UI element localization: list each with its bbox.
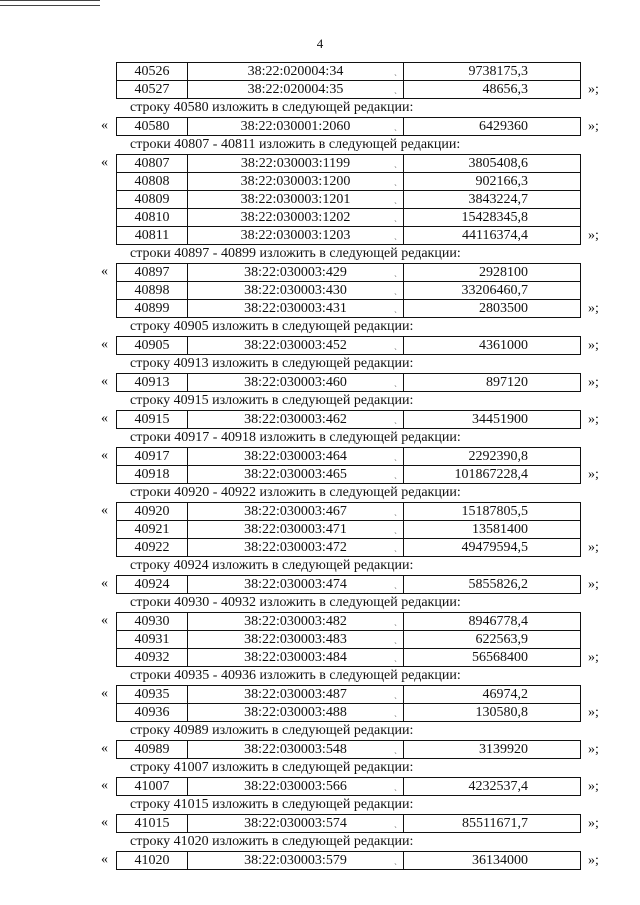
- amendment-table: [116, 62, 581, 99]
- close-quote: »;: [588, 82, 599, 97]
- row-number-cell: 40898: [117, 282, 188, 300]
- open-quote: «: [101, 337, 108, 352]
- scan-mark-icon: ˎ: [394, 652, 397, 662]
- cadastral-number: 38:22:030003:574: [244, 816, 347, 831]
- open-quote: «: [101, 503, 108, 518]
- table-row: [117, 264, 581, 282]
- close-quote: »;: [588, 540, 599, 555]
- scan-mark-icon: ˎ: [394, 542, 397, 552]
- amendment-table-block: [0, 814, 640, 833]
- cadastral-number-cell: [188, 741, 404, 759]
- row-number-cell: 40931: [117, 631, 188, 649]
- row-number-cell: 40917: [117, 448, 188, 466]
- cadastral-number: 38:22:030003:548: [244, 742, 347, 757]
- table-row: [117, 191, 581, 209]
- table-row: [117, 282, 581, 300]
- cadastral-number-cell: [188, 466, 404, 484]
- cadastral-number-cell: [188, 576, 404, 594]
- cadastral-number: 38:22:030003:474: [244, 577, 347, 592]
- table-row: [117, 778, 581, 796]
- row-number-cell: 40809: [117, 191, 188, 209]
- row-number-cell: 40932: [117, 649, 188, 667]
- table-row: [117, 631, 581, 649]
- cadastral-number: 38:22:030003:452: [244, 338, 347, 353]
- cadastral-value-cell: 101867228,4: [404, 466, 581, 484]
- row-number-cell: 41020: [117, 852, 188, 870]
- amendment-table: [116, 612, 581, 667]
- cadastral-value-cell: 44116374,4: [404, 227, 581, 245]
- amendment-table: [116, 740, 581, 759]
- cadastral-value-cell: 56568400: [404, 649, 581, 667]
- cadastral-value-cell: 5855826,2: [404, 576, 581, 594]
- close-quote: »;: [588, 338, 599, 353]
- cadastral-number: 38:22:030003:487: [244, 687, 347, 702]
- cadastral-value-cell: 49479594,5: [404, 539, 581, 557]
- table-row: [117, 741, 581, 759]
- row-number-cell: 40921: [117, 521, 188, 539]
- amendment-table-block: [0, 154, 640, 245]
- scan-mark-icon: ˎ: [394, 121, 397, 131]
- amendment-table-block: [0, 612, 640, 667]
- amendment-instruction: строку 40905 изложить в следующей редакции:: [130, 319, 414, 334]
- cadastral-number-cell: [188, 173, 404, 191]
- open-quote: «: [101, 741, 108, 756]
- cadastral-value-cell: 8946778,4: [404, 613, 581, 631]
- table-row: [117, 173, 581, 191]
- table-row: [117, 300, 581, 318]
- open-quote: «: [101, 118, 108, 133]
- scan-mark-icon: ˎ: [394, 506, 397, 516]
- amendment-table-block: [0, 740, 640, 759]
- cadastral-value-cell: 4361000: [404, 337, 581, 355]
- cadastral-value-cell: 13581400: [404, 521, 581, 539]
- scan-mark-icon: ˎ: [394, 303, 397, 313]
- cadastral-value-cell: 130580,8: [404, 704, 581, 722]
- amendment-instruction: строку 41020 изложить в следующей редакции:: [130, 834, 414, 849]
- amendment-instruction: строку 40915 изложить в следующей редакции:: [130, 393, 414, 408]
- cadastral-number-cell: [188, 649, 404, 667]
- open-quote: «: [101, 852, 108, 867]
- amendment-table: [116, 410, 581, 429]
- close-quote: »;: [588, 228, 599, 243]
- cadastral-value-cell: 3843224,7: [404, 191, 581, 209]
- cadastral-number-cell: [188, 704, 404, 722]
- cadastral-number-cell: [188, 631, 404, 649]
- amendment-instruction: строки 40935 - 40936 изложить в следующей редакции:: [130, 668, 461, 683]
- cadastral-number-cell: [188, 815, 404, 833]
- scan-mark-icon: ˎ: [394, 84, 397, 94]
- amendment-table-block: [0, 575, 640, 594]
- amendment-table: [116, 117, 581, 136]
- row-number-cell: 40580: [117, 118, 188, 136]
- cadastral-number: 38:22:030003:472: [244, 540, 347, 555]
- cadastral-number-cell: [188, 63, 404, 81]
- cadastral-number: 38:22:030003:484: [244, 650, 347, 665]
- table-row: [117, 815, 581, 833]
- scan-mark-icon: ˎ: [394, 267, 397, 277]
- scan-mark-icon: ˎ: [394, 634, 397, 644]
- cadastral-number-cell: [188, 503, 404, 521]
- cadastral-number: 38:22:030003:467: [244, 504, 347, 519]
- amendment-table-block: [0, 502, 640, 557]
- scan-mark-icon: ˎ: [394, 689, 397, 699]
- cadastral-value-cell: 34451900: [404, 411, 581, 429]
- table-row: [117, 466, 581, 484]
- table-row: [117, 521, 581, 539]
- scan-mark-icon: ˎ: [394, 855, 397, 865]
- cadastral-number: 38:22:030003:488: [244, 705, 347, 720]
- table-row: [117, 649, 581, 667]
- amendment-instruction: строки 40897 - 40899 изложить в следующей редакции:: [130, 246, 461, 261]
- cadastral-number: 38:22:020004:34: [247, 64, 344, 79]
- cadastral-value-cell: 622563,9: [404, 631, 581, 649]
- cadastral-number-cell: [188, 613, 404, 631]
- cadastral-number-cell: [188, 81, 404, 99]
- cadastral-value-cell: 85511671,7: [404, 815, 581, 833]
- cadastral-value-cell: 3139920: [404, 741, 581, 759]
- open-quote: «: [101, 374, 108, 389]
- close-quote: »;: [588, 375, 599, 390]
- open-quote: «: [101, 613, 108, 628]
- cadastral-value-cell: 3805408,6: [404, 155, 581, 173]
- amendment-instruction: строку 40580 изложить в следующей редакции:: [130, 100, 414, 115]
- cadastral-number: 38:22:030003:482: [244, 614, 347, 629]
- scan-mark-icon: ˎ: [394, 158, 397, 168]
- page-number: 4: [316, 36, 324, 51]
- cadastral-number: 38:22:030003:462: [244, 412, 347, 427]
- cadastral-number: 38:22:030003:430: [244, 283, 347, 298]
- open-quote: «: [101, 815, 108, 830]
- cadastral-value-cell: 4232537,4: [404, 778, 581, 796]
- cadastral-number: 38:22:030003:471: [244, 522, 347, 537]
- table-row: [117, 576, 581, 594]
- cadastral-number-cell: [188, 209, 404, 227]
- cadastral-number: 38:22:030003:566: [244, 779, 347, 794]
- cadastral-value-cell: 46974,2: [404, 686, 581, 704]
- cadastral-number-cell: [188, 155, 404, 173]
- amendment-instruction: строки 40930 - 40932 изложить в следующей редакции:: [130, 595, 461, 610]
- amendment-table: [116, 814, 581, 833]
- scan-mark-icon: ˎ: [394, 451, 397, 461]
- amendment-instruction: строку 41007 изложить в следующей редакции:: [130, 760, 414, 775]
- amendment-table-block: [0, 777, 640, 796]
- row-number-cell: 40897: [117, 264, 188, 282]
- cadastral-value-cell: 15187805,5: [404, 503, 581, 521]
- table-row: [117, 852, 581, 870]
- cadastral-number: 38:22:030003:1202: [240, 210, 351, 225]
- cadastral-number: 38:22:030003:465: [244, 467, 347, 482]
- amendment-instruction: строки 40920 - 40922 изложить в следующей редакции:: [130, 485, 461, 500]
- scan-mark-icon: ˎ: [394, 212, 397, 222]
- table-row: [117, 337, 581, 355]
- amendment-instruction: строку 41015 изложить в следующей редакции:: [130, 797, 414, 812]
- amendment-table: [116, 575, 581, 594]
- row-number-cell: 41015: [117, 815, 188, 833]
- amendment-table-block: [0, 373, 640, 392]
- close-quote: »;: [588, 467, 599, 482]
- table-row: [117, 539, 581, 557]
- cadastral-number-cell: [188, 337, 404, 355]
- row-number-cell: 40808: [117, 173, 188, 191]
- cadastral-value-cell: 897120: [404, 374, 581, 392]
- open-quote: «: [101, 448, 108, 463]
- scan-mark-icon: ˎ: [394, 340, 397, 350]
- row-number-cell: 40922: [117, 539, 188, 557]
- row-number-cell: 40924: [117, 576, 188, 594]
- cadastral-number-cell: [188, 300, 404, 318]
- cadastral-number: 38:22:030003:1200: [240, 174, 351, 189]
- cadastral-number-cell: [188, 264, 404, 282]
- table-row: [117, 448, 581, 466]
- row-number-cell: 40989: [117, 741, 188, 759]
- scan-mark-icon: ˎ: [394, 66, 397, 76]
- amendment-instruction: строку 40913 изложить в следующей редакции:: [130, 356, 414, 371]
- amendment-table: [116, 502, 581, 557]
- row-number-cell: 40811: [117, 227, 188, 245]
- top-rule: [0, 0, 100, 6]
- cadastral-value-cell: 36134000: [404, 852, 581, 870]
- table-row: [117, 374, 581, 392]
- scan-mark-icon: ˎ: [394, 176, 397, 186]
- document-body: [0, 62, 640, 870]
- row-number-cell: 40915: [117, 411, 188, 429]
- scan-mark-icon: ˎ: [394, 285, 397, 295]
- table-row: [117, 411, 581, 429]
- cadastral-number-cell: [188, 282, 404, 300]
- cadastral-value-cell: 902166,3: [404, 173, 581, 191]
- row-number-cell: 40930: [117, 613, 188, 631]
- amendment-table: [116, 373, 581, 392]
- scan-mark-icon: ˎ: [394, 781, 397, 791]
- row-number-cell: 40920: [117, 503, 188, 521]
- scan-mark-icon: ˎ: [394, 194, 397, 204]
- close-quote: »;: [588, 577, 599, 592]
- cadastral-number-cell: [188, 539, 404, 557]
- open-quote: «: [101, 778, 108, 793]
- amendment-table: [116, 851, 581, 870]
- amendment-table: [116, 154, 581, 245]
- table-row: [117, 613, 581, 631]
- cadastral-number: 38:22:030001:2060: [240, 119, 351, 134]
- row-number-cell: 40899: [117, 300, 188, 318]
- amendment-table-block: [0, 117, 640, 136]
- scan-mark-icon: ˎ: [394, 744, 397, 754]
- cadastral-value-cell: 6429360: [404, 118, 581, 136]
- open-quote: «: [101, 264, 108, 279]
- cadastral-number: 38:22:030003:431: [244, 301, 347, 316]
- cadastral-number: 38:22:030003:483: [244, 632, 347, 647]
- row-number-cell: 40918: [117, 466, 188, 484]
- row-number-cell: 40935: [117, 686, 188, 704]
- cadastral-number: 38:22:030003:429: [244, 265, 347, 280]
- amendment-instruction: строки 40807 - 40811 изложить в следующей редакции:: [130, 137, 461, 152]
- close-quote: »;: [588, 301, 599, 316]
- amendment-table-block: [0, 62, 640, 99]
- scan-mark-icon: ˎ: [394, 524, 397, 534]
- amendment-table: [116, 777, 581, 796]
- amendment-table-block: [0, 447, 640, 484]
- amendment-table: [116, 336, 581, 355]
- cadastral-number: 38:22:030003:579: [244, 853, 347, 868]
- scan-mark-icon: ˎ: [394, 818, 397, 828]
- close-quote: »;: [588, 853, 599, 868]
- scan-mark-icon: ˎ: [394, 707, 397, 717]
- close-quote: »;: [588, 816, 599, 831]
- cadastral-number-cell: [188, 852, 404, 870]
- scan-mark-icon: ˎ: [394, 414, 397, 424]
- scan-mark-icon: ˎ: [394, 469, 397, 479]
- cadastral-number-cell: [188, 448, 404, 466]
- scan-mark-icon: ˎ: [394, 230, 397, 240]
- amendment-table-block: [0, 410, 640, 429]
- cadastral-number-cell: [188, 778, 404, 796]
- cadastral-number: 38:22:030003:1203: [240, 228, 351, 243]
- table-row: [117, 63, 581, 81]
- amendment-instruction: строку 40989 изложить в следующей редакции:: [130, 723, 414, 738]
- close-quote: »;: [588, 705, 599, 720]
- table-row: [117, 118, 581, 136]
- cadastral-value-cell: 48656,3: [404, 81, 581, 99]
- cadastral-number-cell: [188, 411, 404, 429]
- cadastral-number-cell: [188, 521, 404, 539]
- table-row: [117, 155, 581, 173]
- table-row: [117, 704, 581, 722]
- close-quote: »;: [588, 742, 599, 757]
- cadastral-number: 38:22:030003:1199: [240, 156, 351, 171]
- row-number-cell: 40936: [117, 704, 188, 722]
- table-row: [117, 209, 581, 227]
- cadastral-value-cell: 15428345,8: [404, 209, 581, 227]
- table-row: [117, 81, 581, 99]
- scan-mark-icon: ˎ: [394, 579, 397, 589]
- open-quote: «: [101, 155, 108, 170]
- close-quote: »;: [588, 779, 599, 794]
- amendment-table-block: [0, 851, 640, 870]
- cadastral-number-cell: [188, 118, 404, 136]
- open-quote: «: [101, 686, 108, 701]
- cadastral-number: 38:22:030003:460: [244, 375, 347, 390]
- cadastral-number: 38:22:020004:35: [247, 82, 344, 97]
- amendment-table: [116, 263, 581, 318]
- scan-mark-icon: ˎ: [394, 616, 397, 626]
- cadastral-number-cell: [188, 686, 404, 704]
- cadastral-value-cell: 9738175,3: [404, 63, 581, 81]
- row-number-cell: 41007: [117, 778, 188, 796]
- amendment-table-block: [0, 685, 640, 722]
- table-row: [117, 227, 581, 245]
- cadastral-value-cell: 33206460,7: [404, 282, 581, 300]
- table-row: [117, 686, 581, 704]
- row-number-cell: 40905: [117, 337, 188, 355]
- amendment-table: [116, 447, 581, 484]
- cadastral-number-cell: [188, 227, 404, 245]
- cadastral-value-cell: 2292390,8: [404, 448, 581, 466]
- cadastral-value-cell: 2928100: [404, 264, 581, 282]
- open-quote: «: [101, 576, 108, 591]
- open-quote: «: [101, 411, 108, 426]
- amendment-table-block: [0, 263, 640, 318]
- close-quote: »;: [588, 119, 599, 134]
- cadastral-number: 38:22:030003:464: [244, 449, 347, 464]
- scan-mark-icon: ˎ: [394, 377, 397, 387]
- row-number-cell: 40527: [117, 81, 188, 99]
- cadastral-number: 38:22:030003:1201: [240, 192, 351, 207]
- table-row: [117, 503, 581, 521]
- close-quote: »;: [588, 412, 599, 427]
- row-number-cell: 40807: [117, 155, 188, 173]
- amendment-instruction: строки 40917 - 40918 изложить в следующей редакции:: [130, 430, 461, 445]
- row-number-cell: 40913: [117, 374, 188, 392]
- row-number-cell: 40810: [117, 209, 188, 227]
- amendment-table: [116, 685, 581, 722]
- cadastral-number-cell: [188, 191, 404, 209]
- close-quote: »;: [588, 650, 599, 665]
- row-number-cell: 40526: [117, 63, 188, 81]
- amendment-instruction: строку 40924 изложить в следующей редакции:: [130, 558, 414, 573]
- cadastral-value-cell: 2803500: [404, 300, 581, 318]
- amendment-table-block: [0, 336, 640, 355]
- cadastral-number-cell: [188, 374, 404, 392]
